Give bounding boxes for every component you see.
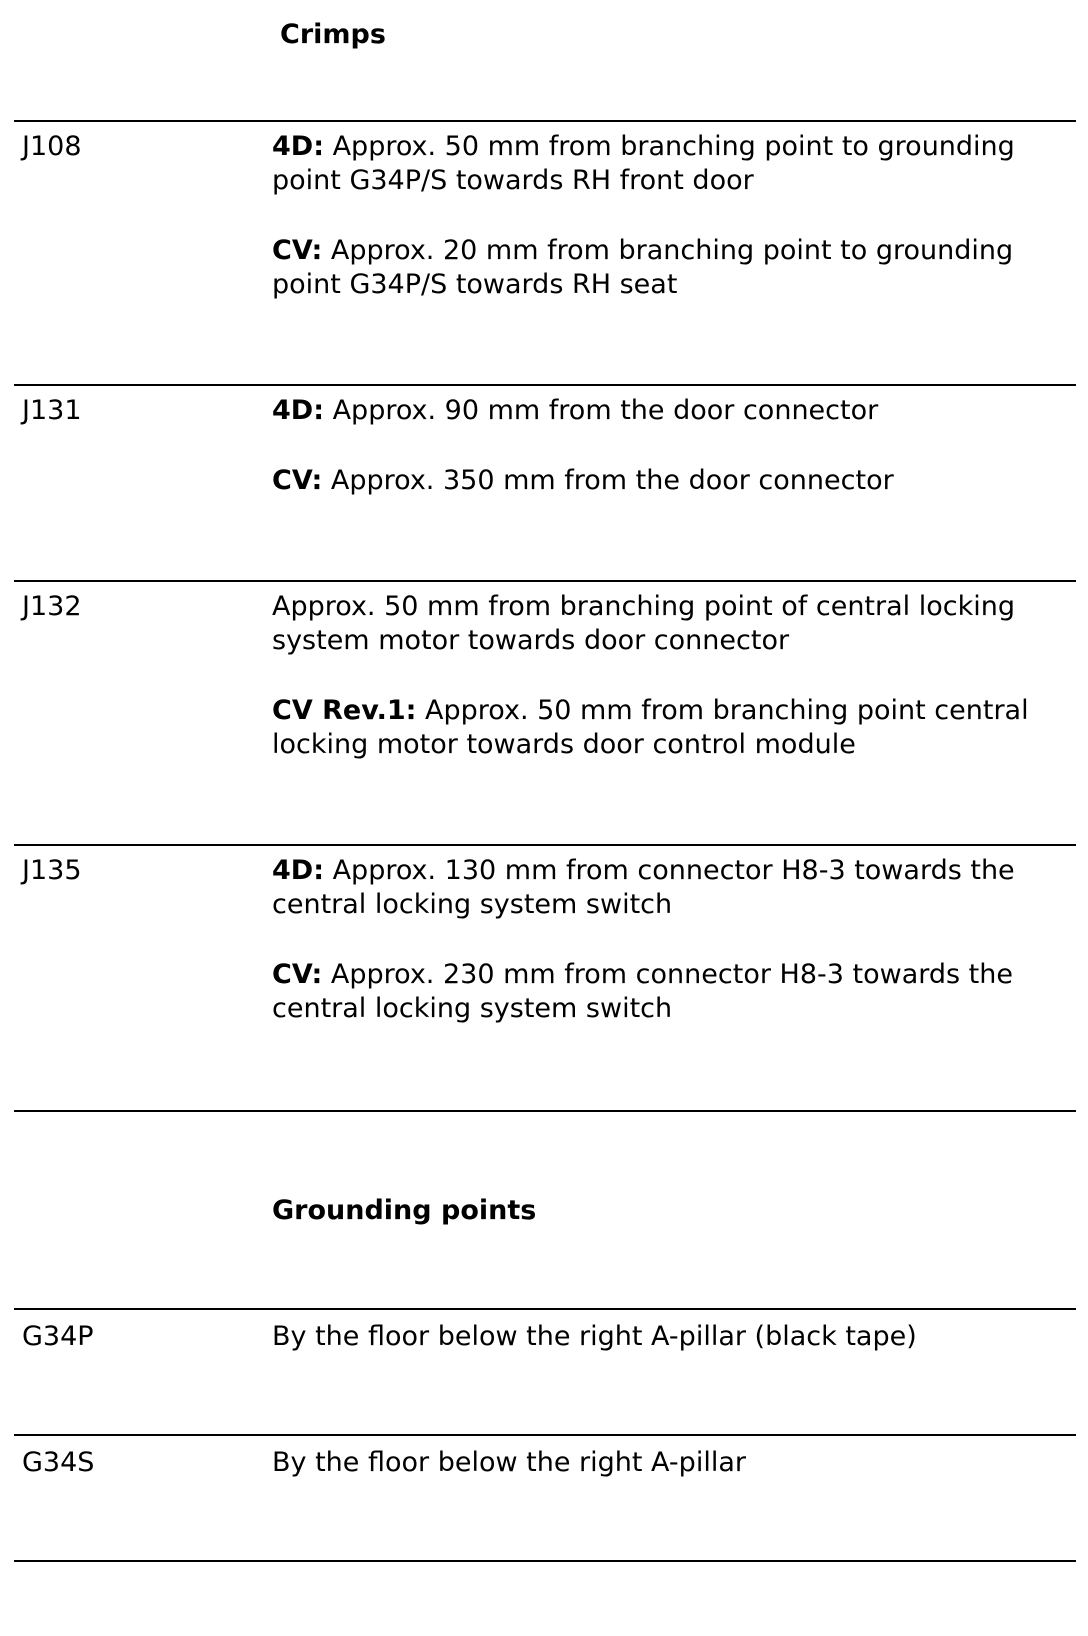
crimp-note-cv-rev1 [272, 694, 1062, 762]
grounding-code: G34S [22, 1447, 95, 1478]
crimp-note-cv [272, 464, 1062, 498]
note-text: Approx. 50 mm from branching point of central locking system motor towards door connector [272, 591, 1016, 656]
divider [14, 580, 1076, 582]
divider [14, 1560, 1076, 1562]
divider [14, 1110, 1076, 1112]
variant-label: 4D: [272, 395, 324, 426]
crimp-note-general [272, 590, 1062, 658]
variant-label: 4D: [272, 131, 324, 162]
variant-label: 4D: [272, 855, 324, 886]
crimp-note-cv [272, 234, 1062, 302]
crimp-note-4d [272, 394, 1062, 428]
note-text: Approx. 90 mm from the door connector [324, 395, 879, 426]
divider [14, 1308, 1076, 1310]
note-text: Approx. 50 mm from branching point to grounding point G34P/S towards RH front door [272, 131, 1015, 196]
crimp-description [272, 394, 1062, 498]
note-text: Approx. 50 mm from branching point central locking motor towards door control module [272, 695, 1029, 760]
divider [14, 844, 1076, 846]
crimp-description [272, 130, 1062, 302]
grounding-points-heading: Grounding points [272, 1195, 537, 1226]
variant-label: CV: [272, 465, 323, 496]
crimp-description [272, 854, 1062, 1026]
variant-label: CV: [272, 235, 323, 266]
note-text: Approx. 20 mm from branching point to grounding point G34P/S towards RH seat [272, 235, 1014, 300]
crimp-code: J132 [22, 591, 82, 622]
grounding-description: By the floor below the right A-pillar [272, 1447, 746, 1478]
note-text: Approx. 130 mm from connector H8-3 towards the central locking system switch [272, 855, 1015, 920]
crimp-code: J135 [22, 855, 82, 886]
crimp-note-4d [272, 854, 1062, 922]
grounding-description: By the floor below the right A-pillar (black tape) [272, 1321, 917, 1352]
crimp-note-cv [272, 958, 1062, 1026]
crimp-note-4d [272, 130, 1062, 198]
crimps-heading: Crimps [280, 19, 386, 50]
note-text: Approx. 230 mm from connector H8-3 towards the central locking system switch [272, 959, 1013, 1024]
crimp-description [272, 590, 1062, 762]
divider [14, 1434, 1076, 1436]
note-text: Approx. 350 mm from the door connector [322, 465, 894, 496]
divider [14, 384, 1076, 386]
grounding-code: G34P [22, 1321, 94, 1352]
variant-label: CV Rev.1: [272, 695, 417, 726]
variant-label: CV: [272, 959, 323, 990]
crimp-code: J131 [22, 395, 82, 426]
crimp-code: J108 [22, 131, 82, 162]
divider [14, 120, 1076, 122]
